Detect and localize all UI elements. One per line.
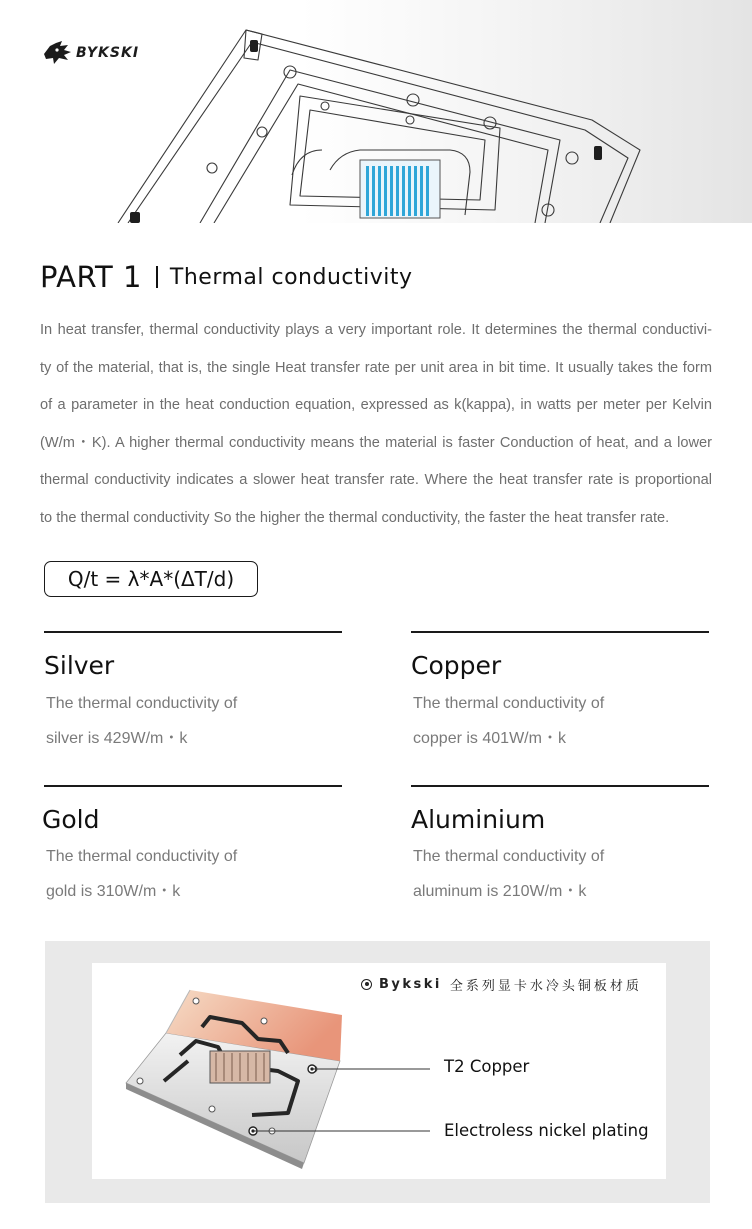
bykski-logo [42, 36, 154, 70]
intro-line: of a parameter in the heat conduction equation, expressed as k(kappa), in watts per meter per Kelvin [40, 397, 712, 413]
metal-card-gold [42, 785, 344, 900]
intro-line: to the thermal conductivity So the higher the thermal conductivity, the faster the heat transfer rate. [40, 510, 670, 526]
metal-description: The thermal conductivity of [413, 695, 605, 712]
metal-description: gold is 310W/m・k [46, 883, 181, 900]
panel-title: 全系列显卡水冷头铜板材质 [449, 978, 642, 994]
card-rule [411, 785, 709, 787]
metal-description: copper is 401W/m・k [413, 730, 566, 747]
section-heading [40, 257, 413, 297]
part-label: PART 1 [40, 260, 142, 294]
intro-line: ty of the material, that is, the single Heat transfer rate per unit area in bit time. It usually takes the form [40, 360, 712, 376]
card-rule [44, 785, 342, 787]
target-icon [361, 979, 372, 990]
metal-description: aluminum is 210W/m・k [413, 883, 587, 900]
card-rule [411, 631, 709, 633]
logo-wordmark: BYKSKI [76, 45, 140, 61]
intro-line: In heat transfer, thermal conductivity plays a very important role. It determines the thermal conductivi- [40, 322, 712, 338]
panel-header [361, 975, 642, 993]
intro-line: (W/m・K). A higher thermal conductivity means the material is faster Conduction of heat, and a lower [40, 435, 712, 451]
formula-text: Q/t = λ*A*(ΔT/d) [67, 567, 235, 591]
panel-brand: Bykski [379, 976, 442, 992]
metal-name: Silver [44, 651, 115, 680]
cold-plate-illustration [92, 963, 666, 1179]
water-block-drawing [0, 0, 752, 223]
metal-description: The thermal conductivity of [413, 848, 605, 865]
heading-divider [156, 266, 158, 288]
metal-description: silver is 429W/m・k [46, 730, 188, 747]
dragon-head-icon [42, 40, 72, 66]
card-rule [44, 631, 342, 633]
metal-name: Gold [42, 805, 100, 834]
metal-description: The thermal conductivity of [46, 695, 238, 712]
callout-t2-copper: T2 Copper [444, 1057, 530, 1076]
callout-nickel-plating: Electroless nickel plating [444, 1121, 649, 1140]
metal-description: The thermal conductivity of [46, 848, 238, 865]
metal-card-aluminium [411, 785, 711, 900]
hero-banner [0, 0, 752, 223]
intro-line: thermal conductivity indicates a slower heat transfer rate. Where the heat transfer rate is proportional [40, 472, 712, 488]
formula-box [44, 561, 258, 597]
metal-card-copper [411, 631, 711, 747]
metal-card-silver [44, 631, 344, 747]
metal-name: Aluminium [411, 805, 546, 834]
metal-name: Copper [411, 651, 502, 680]
part-title: Thermal conductivity [169, 264, 413, 290]
